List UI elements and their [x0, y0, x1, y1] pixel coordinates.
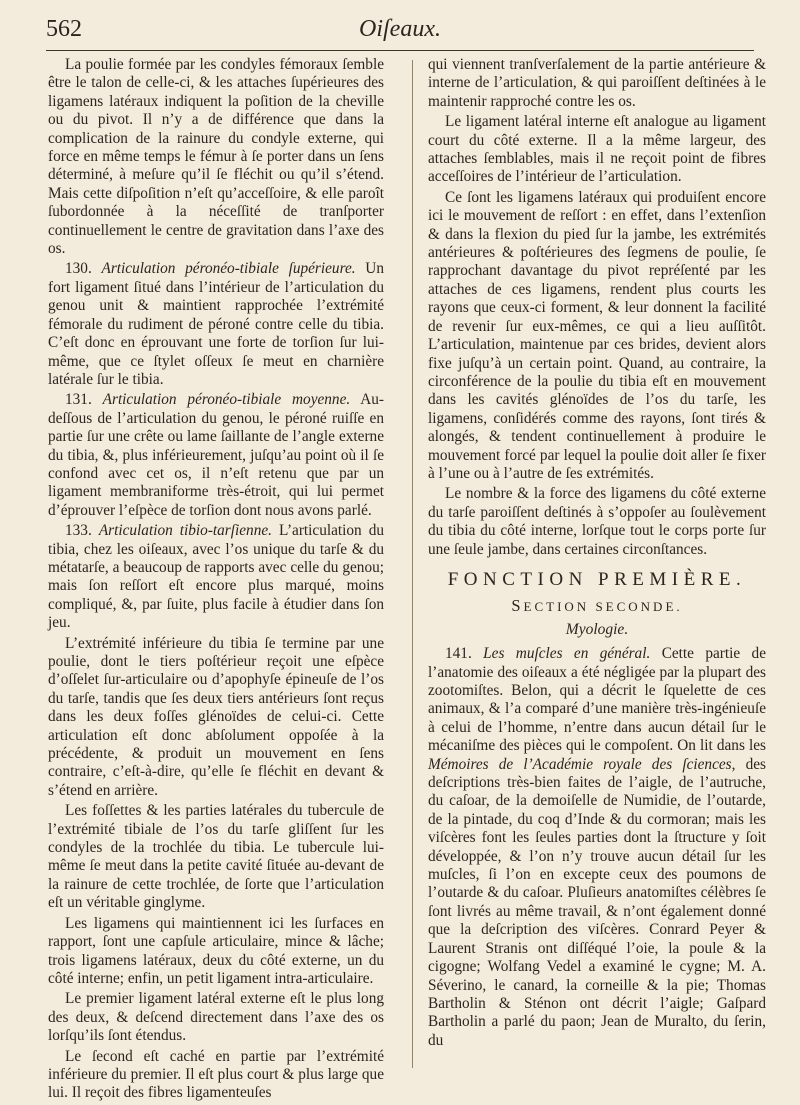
- paragraph: Les foſſettes & les parties latérales du tubercule de l’extrémité tibiale de l’os du tarſe gliſſent ſur les condyles de la trochlée du tibia. Le tubercule lui-même ſe meut dans la petite cavité ſituée au-devant de la rainure de cette trochlée, de ſorte que l’articulation eſt un véritable ginglyme.: [48, 802, 384, 912]
- paragraph: Le ſecond eſt caché en partie par l’extrémité inférieure du premier. Il eſt plus court & plus large que lui. Il reçoit des fibres ligamenteuſes: [48, 1047, 384, 1102]
- right-column: [428, 56, 766, 1052]
- paragraph: La poulie formée par les condyles fémoraux ſemble être le talon de celle-ci, & les attaches ſupérieures des ligamens latéraux indiquent la poſition de la cheville ou du pivot. Il n’y a de différence que dans la complication de la rainure du condyle externe, qui force en même temps le fémur à ſe porter dans un ſens déterminé, à meſure qu’il ſe fléchit ou qu’il s’étend. Mais cette diſpoſition n’eſt qu’acceſſoire, & elle paroît ſubordonnée à la néceſſité de tranſporter continuellement le centre de gravitation dans l’axe des os.: [48, 56, 384, 258]
- section-heading: Articulation péronéo-tibiale moyenne.: [102, 391, 351, 409]
- page-header: [46, 14, 754, 46]
- section-heading: Les muſcles en général.: [483, 645, 651, 663]
- paragraph-131: 131. Articulation péronéo-tibiale moyenne. Au-deſſous de l’articulation du genou, le péroné ruiſſe en partie ſur une crête ou lame ſaillante de l’angle externe du tibia, &, plus inférieurement, juſqu’au point où il ſe confond avec cet os, il n’eſt retenu que par un ligament membraniforme très-étroit, qui lui permet d’éprouver l’eſpèce de torſion dont nous avons parlé.: [48, 391, 385, 519]
- paragraph: L’extrémité inférieure du tibia ſe termine par une poulie, dont le tiers poſtérieur reçoit une eſpèce d’oſſelet ſur-articulaire ou d’apophyſe épineuſe de l’os du tarſe, tandis que ſes deux tiers antérieurs ſont reçus dans les deux foſſes glénoïdes de celui-ci. Cette articulation eſt donc abſolument oppoſée à la précédente, & produit un mouvement en ſens contraire, c’eſt-à-dire, qu’elle ſe fléchit en devant & s’étend en arrière.: [48, 634, 384, 799]
- paragraph-130: 130. Articulation péronéo-tibiale ſupérieure. Un fort ligament ſitué dans l’intérieur de l’articulation du genou unit & maintient rapprochée l’extrémité fémorale du rudiment de péroné contre celle du tibia. C’eſt donc en éprouvant une forte de torſion ſur lui-même, que ce ſtylet oſſeux ſe meut en charnière latérale ſur le tibia.: [48, 260, 384, 388]
- section-title: SECTION SECONDE.: [511, 596, 683, 616]
- paragraph-141: 141. Les muſcles en général. Cette partie de l’anatomie des oiſeaux a été négligée par la plupart des zootomiſtes. Belon, qui a décrit le ſquelette de ces animaux, & l’a comparé d’une manière très-ingénieuſe à celui de l’homme, n’entre dans aucun détail ſur le mécaniſme des pièces qui le compoſent. On lit dans les Mémoires de l’Académie royale des ſciences, des deſcriptions très-bien faites de l’aigle, de l’autruche, du caſoar, de la demoiſelle de Numidie, de l’outarde, de la pintade, du coq d’Inde & du cormoran; mais les viſcères font les ſeules parties dont la ſtructure y ſoit développée, & l’on n’y trouve aucun détail ſur les muſcles, ſi l’on en excepte ceux des poumons de l’outarde & du caſoar. Pluſieurs anatomiſtes célèbres ſe ſont livrés au même travail, & n’ont également donné que la deſcription des viſcères. Conrard Peyer & Laurent Stranis ont diſſéqué l’oie, la poule & la cigogne; Wolfang Vedel a examiné le cygne; M. A. Séverino, le canard, la corneille & la pie; Thomas Bartholin & Sténon ont décrit l’aigle; Gaſpard Bartholin a parlé du paon; Jean de Muralto, du ſerin, du: [428, 645, 766, 1049]
- header-rule: [46, 50, 754, 51]
- paragraph: Le ligament latéral interne eſt analogue au ligament court du côté externe. Il a la même largeur, des attaches ſemblables, mais il ne reçoit point de fibres acceſſoires de l’intérieur de l’articulation.: [428, 113, 766, 186]
- page-number: 562: [46, 16, 82, 42]
- paragraph: Ce ſont les ligamens latéraux qui produiſent encore ici le mouvement de reſſort : en effet, dans l’extenſion & dans la flexion du pied ſur la jambe, les extrémités antérieures & poſtérieures des ſegmens de poulie, ſe rapprochant davantage du pivot repréſenté par les attaches de ces ligamens, rendent plus courts les rayons que ceux-ci forment, & leur donnent la facilité de revenir ſur eux-mêmes, ce qui a lieu auſſitôt. L’articulation, maintenue par ces brides, devient alors fixe juſqu’à un certain point. Quand, au contraire, la circonférence de la poulie du tibia eſt en mouvement dans les cavités glénoïdes de l’os du tarſe, les ligamens, conſidérés comme des rayons, ſont tirés & alongés, & tendent continuellement à produire le mouvement forcé par lequel la poulie doit aller ſe fixer à l’une ou à l’autre de ſes extrémités.: [428, 188, 766, 482]
- paragraph: Le nombre & la force des ligamens du côté externe du tarſe paroiſſent deſtinés à s’oppoſer au ſoulèvement du tibia du côté interne, lorſque tout le corps porte ſur une ſeule jambe, dans certaines circonſtances.: [428, 485, 766, 558]
- column-divider: [412, 60, 413, 1068]
- paragraph: Les ligamens qui maintiennent ici les ſurfaces en rapport, ſont une capſule articulaire, mince & lâche; trois ligamens latéraux, deux du côté externe, un du côté interne; enfin, un petit ligament intra-articulaire.: [48, 914, 384, 987]
- left-column: [48, 56, 384, 1105]
- subsection-title: Myologie.: [565, 620, 629, 638]
- paragraph: Le premier ligament latéral externe eſt le plus long des deux, & deſcend directement dans l’axe des os lorſqu’ils ſont étendus.: [48, 990, 384, 1045]
- paragraph: qui viennent tranſverſalement de la partie antérieure & interne de l’articulation, & qui paroiſſent deſtinées à le maintenir rapproché contre les os.: [428, 56, 766, 110]
- section-heading: Articulation tibio-tarſienne.: [98, 522, 272, 540]
- section-heading: Articulation péronéo-tibiale ſupérieure.: [101, 260, 356, 278]
- running-title: Oiſeaux.: [359, 16, 441, 42]
- chapter-title: FONCTION PREMIÈRE.: [447, 568, 747, 590]
- citation: Mémoires de l’Académie royale des ſciences,: [428, 755, 736, 773]
- paragraph-133: 133. Articulation tibio-tarſienne. L’articulation du tibia, chez les oiſeaux, avec l’os unique du tarſe & du métatarſe, a beaucoup de rapports avec celle du genou; mais ſon reſſort eſt encore plus marqué, moins compliqué, &, par ſuite, plus facile à étudier dans ſon jeu.: [48, 522, 385, 632]
